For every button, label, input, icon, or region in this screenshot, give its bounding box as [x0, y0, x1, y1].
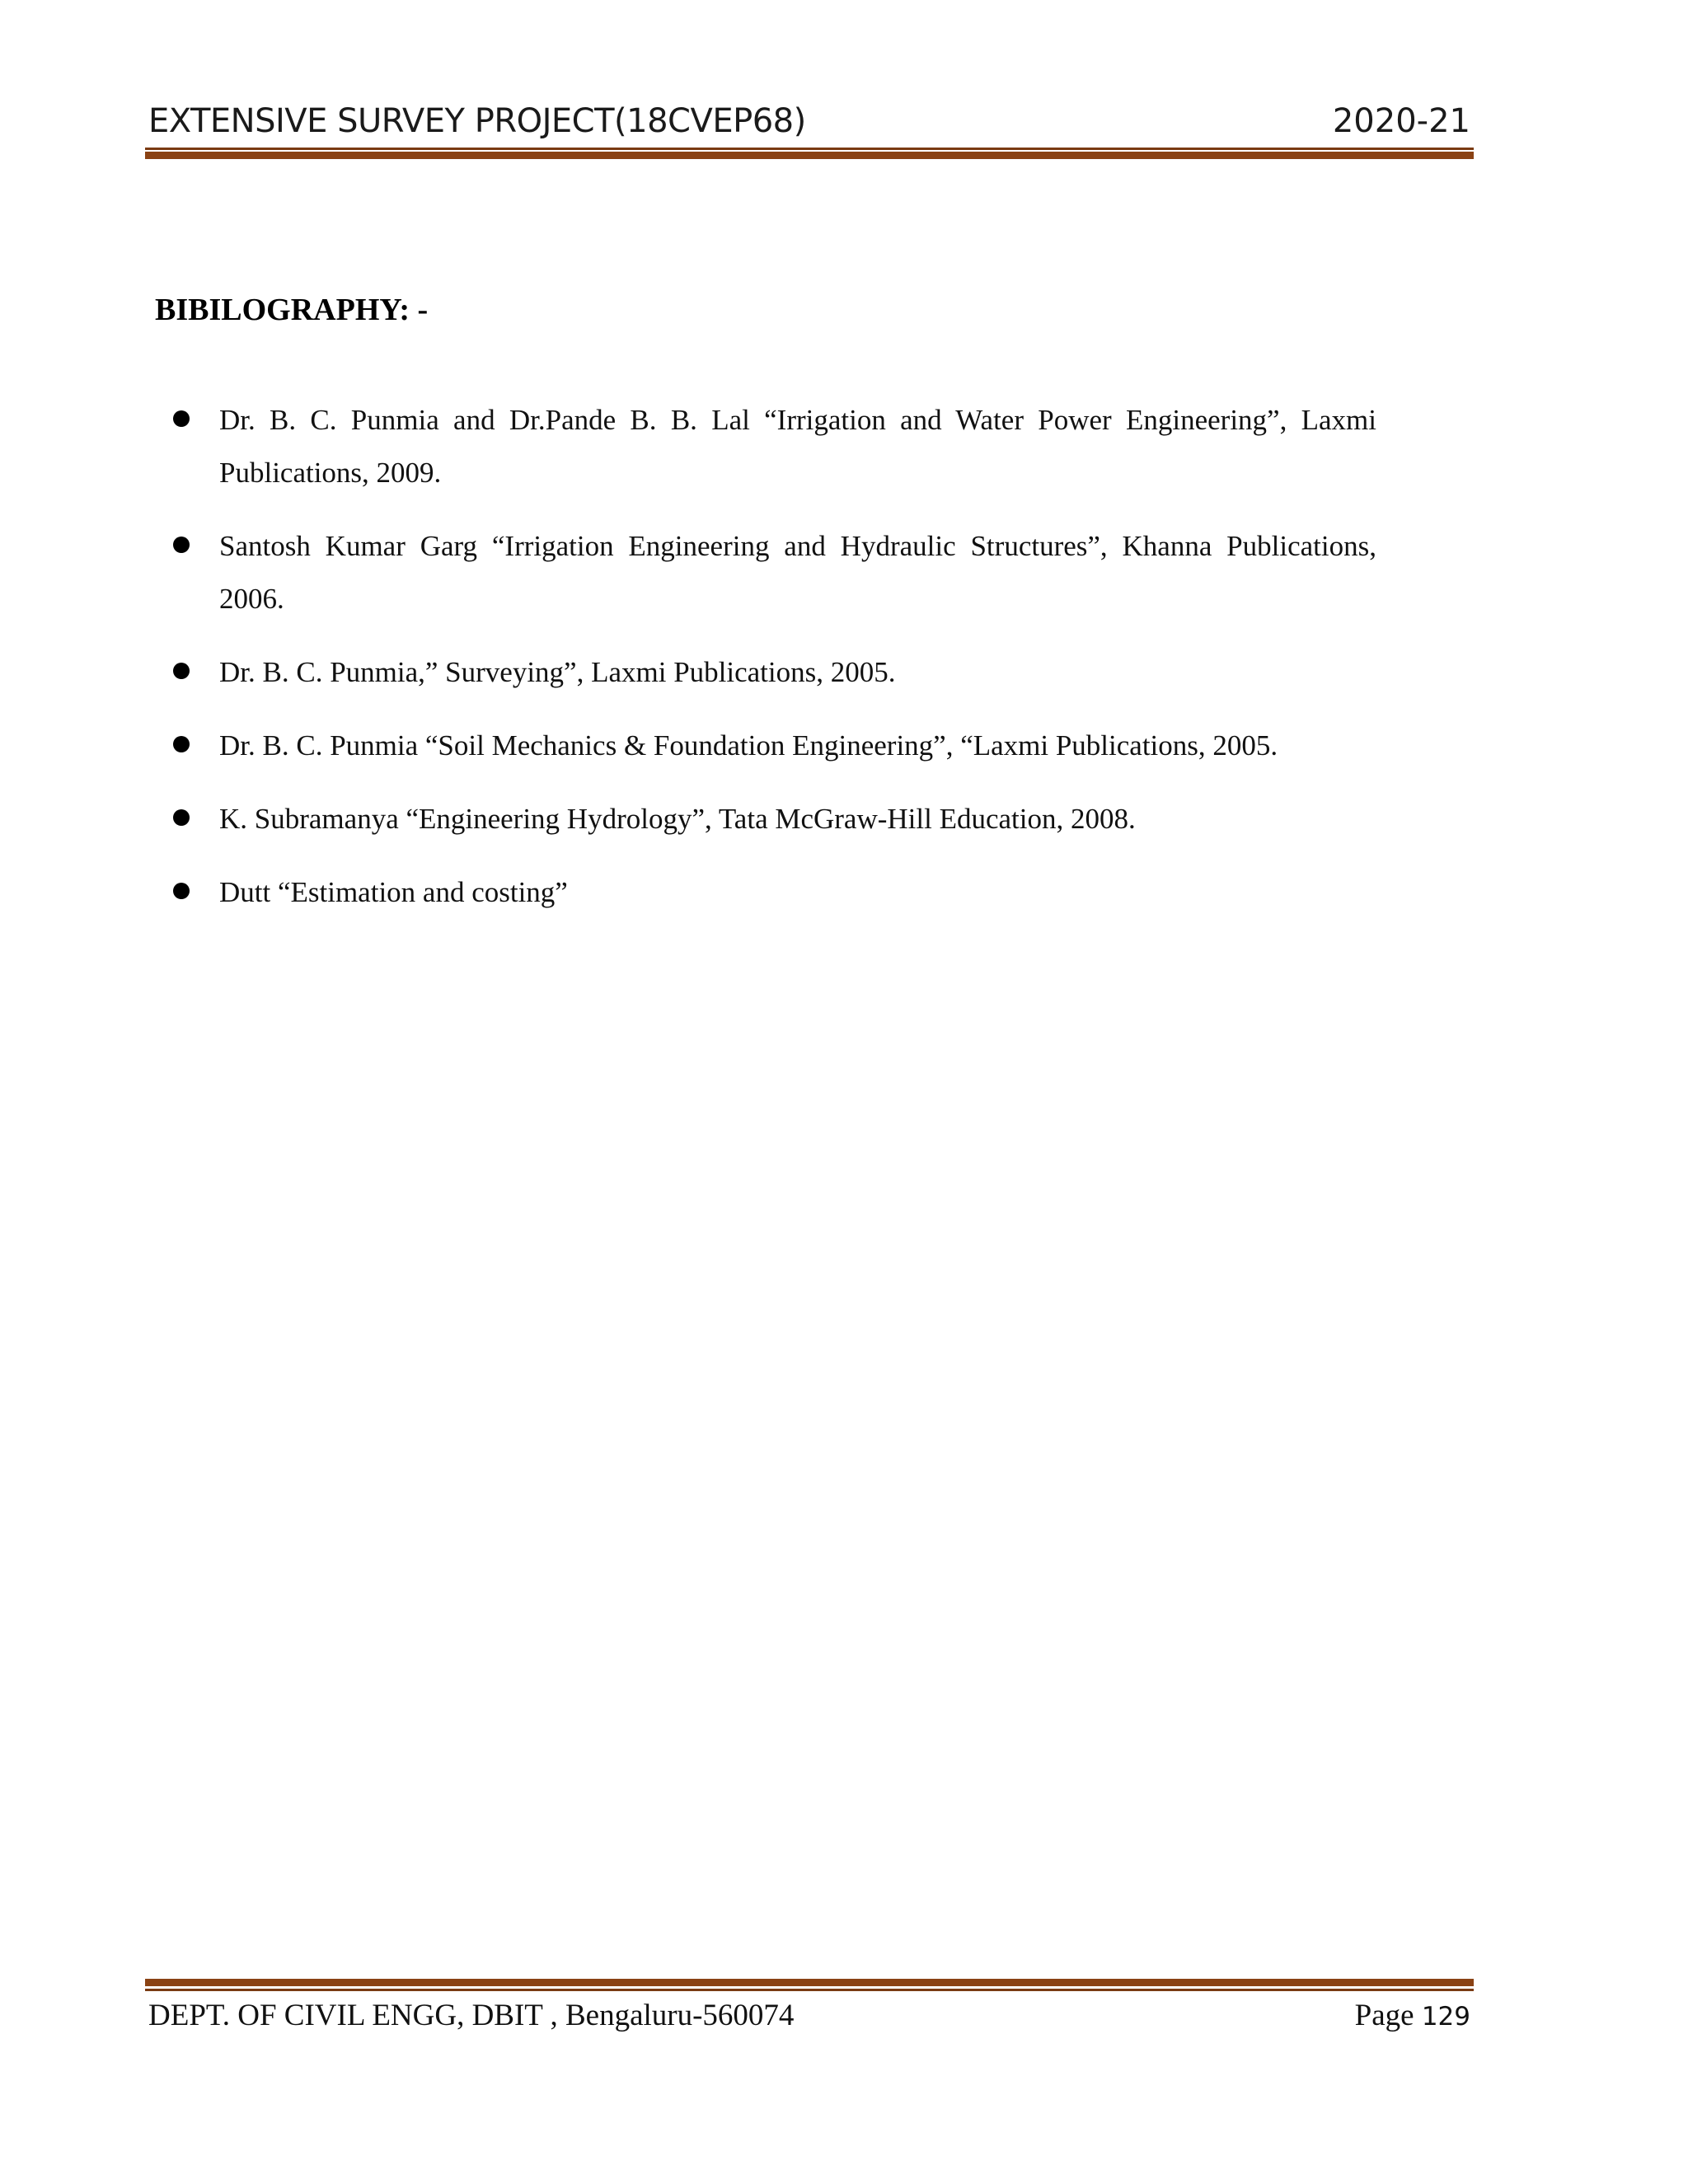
list-item	[165, 394, 1376, 499]
reference-text: K. Subramanya “Engineering Hydrology”, Tata McGraw-Hill Education, 2008.	[219, 803, 1136, 835]
reference-text: Santosh Kumar Garg “Irrigation Engineering and Hydraulic Structures”, Khanna Publications, 2006.	[219, 530, 1376, 615]
header-rule-thick	[145, 152, 1474, 159]
footer-department: DEPT. OF CIVIL ENGG, DBIT , Bengaluru-560074	[148, 1999, 795, 2032]
bullet-icon	[173, 663, 190, 679]
page-header	[145, 99, 1474, 148]
page-number: 129	[1421, 2002, 1470, 2032]
bibliography-list	[165, 394, 1376, 940]
list-item	[165, 719, 1376, 772]
page-label: Page	[1354, 1999, 1414, 2032]
header-rule-thin	[145, 148, 1474, 150]
list-item	[165, 646, 1376, 699]
list-item	[165, 520, 1376, 626]
reference-text: Dr. B. C. Punmia “Soil Mechanics & Foundation Engineering”, “Laxmi Publications, 2005.	[219, 729, 1278, 762]
reference-text: Dr. B. C. Punmia and Dr.Pande B. B. Lal “Irrigation and Water Power Engineering”, Laxmi Publications, 2009.	[219, 404, 1376, 489]
bullet-icon	[173, 809, 190, 826]
bullet-icon	[173, 537, 190, 553]
bullet-icon	[173, 736, 190, 752]
footer-rule-thin	[145, 1989, 1474, 1991]
page-footer	[145, 1994, 1474, 2044]
list-item	[165, 793, 1376, 846]
list-item	[165, 866, 1376, 919]
footer-page-info	[1355, 1998, 1470, 2033]
footer-rule-thick	[145, 1979, 1474, 1986]
bullet-icon	[173, 410, 190, 427]
header-year: 2020-21	[1332, 102, 1470, 140]
header-title: EXTENSIVE SURVEY PROJECT(18CVEP68)	[148, 102, 806, 140]
reference-text: Dutt “Estimation and costing”	[219, 876, 568, 908]
section-heading: BIBILOGRAPHY: -	[155, 293, 429, 327]
bullet-icon	[173, 883, 190, 899]
reference-text: Dr. B. C. Punmia,” Surveying”, Laxmi Publications, 2005.	[219, 656, 896, 688]
